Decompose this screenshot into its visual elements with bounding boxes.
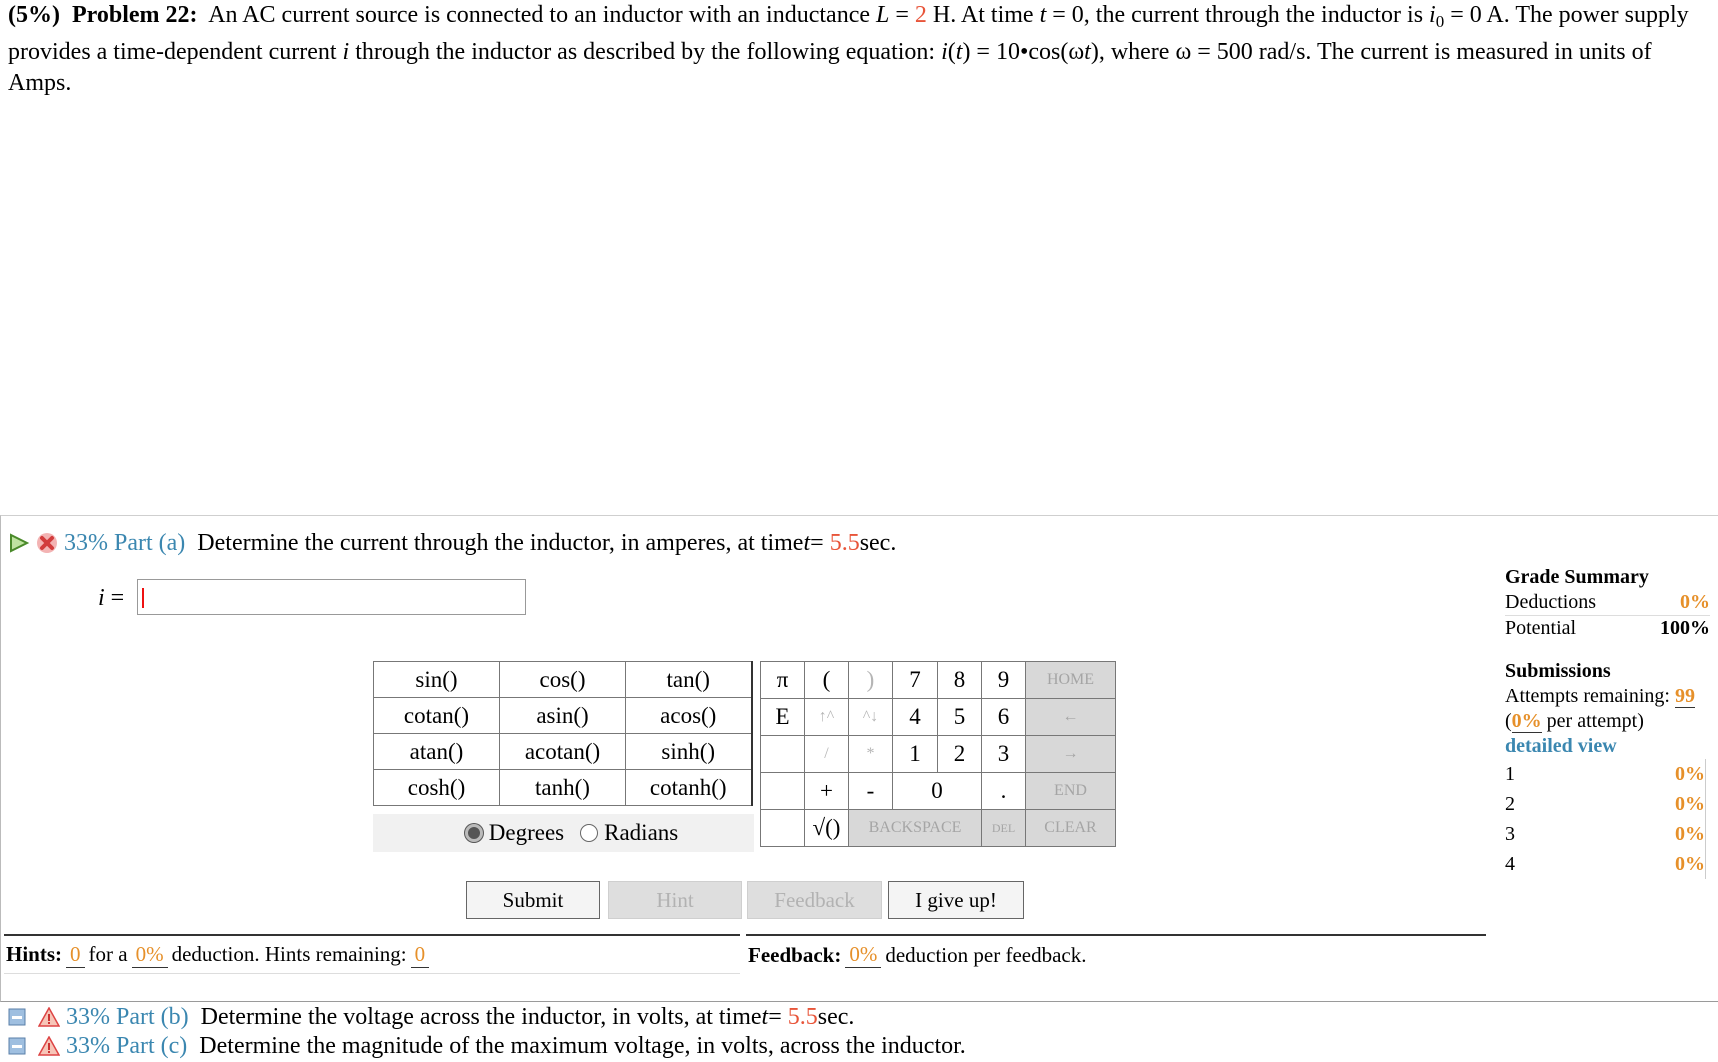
collapsed-part-icon[interactable] — [8, 1037, 26, 1055]
key-left[interactable]: ← — [1026, 699, 1116, 736]
key-atan[interactable]: atan() — [374, 734, 500, 770]
key-2[interactable]: 2 — [938, 736, 982, 773]
problem-text: = 0 A. The power supply provides a time-dependent current — [8, 2, 1689, 65]
key-end[interactable]: END — [1026, 773, 1116, 810]
key-star[interactable]: * — [849, 736, 893, 773]
key-asin[interactable]: asin() — [500, 698, 626, 734]
attempt-value: 0% — [1675, 852, 1705, 875]
deductions-value: 0% — [1680, 591, 1710, 613]
part-b-question: Determine the voltage across the inductor, in volts, at time — [200, 1003, 762, 1030]
collapsed-part-icon[interactable] — [8, 1008, 26, 1026]
key-6[interactable]: 6 — [982, 699, 1026, 736]
grade-summary — [1505, 565, 1710, 879]
key-sin[interactable]: sin() — [374, 662, 500, 698]
key-tanh[interactable]: tanh() — [500, 770, 626, 806]
problem-text: ) = 10•cos(ω — [962, 39, 1085, 65]
submit-button[interactable]: Submit — [466, 881, 600, 919]
hints-label: Hints: — [6, 942, 63, 966]
key-1[interactable]: 1 — [893, 736, 938, 773]
attempt-number: 1 — [1505, 762, 1515, 785]
attempts-list — [1505, 759, 1706, 879]
radians-radio[interactable] — [580, 824, 598, 842]
part-c-label[interactable] — [66, 1033, 187, 1060]
give-up-button[interactable]: I give up! — [888, 881, 1024, 919]
problem-weight: (5%) — [8, 2, 60, 28]
radians-label: Radians — [604, 820, 679, 845]
key-home[interactable]: HOME — [1026, 662, 1116, 699]
var-t: t — [955, 39, 963, 65]
key-del[interactable]: DEL — [982, 810, 1026, 847]
hints-info — [4, 934, 740, 974]
per-attempt-value: 0% — [1511, 710, 1542, 732]
key-tan[interactable]: tan() — [626, 662, 752, 698]
attempt-number: 2 — [1505, 792, 1515, 815]
key-acotan[interactable]: acotan() — [500, 734, 626, 770]
key-plus[interactable]: + — [805, 773, 849, 810]
var-i: i — [1429, 2, 1436, 28]
problem-text: through the inductor as described by the following equation: — [349, 39, 942, 65]
attempt-number: 3 — [1505, 822, 1515, 845]
key-backspace[interactable]: BACKSPACE — [849, 810, 982, 847]
hints-text: deduction. Hints remaining: — [171, 942, 407, 966]
attempts-label: Attempts remaining: — [1505, 685, 1670, 707]
part-c-percent: 33% — [66, 1032, 110, 1059]
key-3[interactable]: 3 — [982, 736, 1026, 773]
var-i: i — [941, 39, 948, 65]
attempt-row — [1505, 849, 1705, 879]
feedback-button[interactable]: Feedback — [747, 881, 882, 919]
part-b-eq: = — [768, 1003, 782, 1030]
part-a-label[interactable] — [64, 530, 185, 557]
part-b-label[interactable] — [66, 1004, 189, 1031]
var-i-subscript: 0 — [1435, 12, 1445, 31]
attempt-value: 0% — [1675, 822, 1705, 845]
part-a-question: Determine the current through the inductor, in amperes, at time — [197, 529, 804, 556]
degrees-label: Degrees — [488, 820, 565, 845]
key-blank — [761, 773, 805, 810]
attempt-row — [1505, 819, 1705, 849]
part-a-eq: = — [810, 529, 824, 556]
problem-text: ( — [947, 39, 956, 65]
submissions-title: Submissions — [1505, 660, 1611, 682]
key-9[interactable]: 9 — [982, 662, 1026, 699]
problem-text: ), where ω = 500 rad/s. The current is measured in units of Amps. — [8, 39, 1652, 96]
answer-input[interactable] — [137, 579, 526, 615]
key-cos[interactable]: cos() — [500, 662, 626, 698]
key-cotan[interactable]: cotan() — [374, 698, 500, 734]
key-right[interactable]: → — [1026, 736, 1116, 773]
inductance-value: 2 — [914, 2, 927, 28]
key-pi[interactable]: π — [761, 662, 805, 699]
hints-remaining: 0 — [411, 942, 430, 968]
part-a-unit: sec. — [859, 529, 897, 556]
var-t: t — [1084, 39, 1091, 65]
part-c-title — [8, 1031, 966, 1061]
key-up[interactable]: ↑^ — [805, 699, 849, 736]
part-b-title — [8, 1002, 854, 1032]
attempts-remaining — [1505, 684, 1710, 709]
key-cosh[interactable]: cosh() — [374, 770, 500, 806]
key-sinh[interactable]: sinh() — [626, 734, 752, 770]
key-slash[interactable]: / — [805, 736, 849, 773]
key-acos[interactable]: acos() — [626, 698, 752, 734]
answer-var: i — [98, 585, 105, 611]
key-rparen[interactable]: ) — [849, 662, 893, 699]
key-minus[interactable]: - — [849, 773, 893, 810]
key-lparen[interactable]: ( — [805, 662, 849, 699]
part-c-question: Determine the magnitude of the maximum voltage, in volts, across the inductor. — [199, 1032, 966, 1059]
problem-statement — [8, 0, 1708, 99]
var-t: t — [1039, 2, 1047, 28]
key-cotanh[interactable]: cotanh() — [626, 770, 752, 806]
potential-value: 100% — [1660, 617, 1710, 639]
attempt-number: 4 — [1505, 852, 1515, 875]
part-a-title — [8, 527, 896, 559]
answer-label — [98, 585, 124, 612]
incorrect-x-icon — [36, 532, 58, 554]
attempts-value: 99 — [1674, 685, 1695, 707]
grade-summary-title: Grade Summary — [1505, 566, 1649, 588]
answer-eq: = — [104, 585, 125, 611]
attempt-value: 0% — [1675, 792, 1705, 815]
key-clear[interactable]: CLEAR — [1026, 810, 1116, 847]
key-4[interactable]: 4 — [893, 699, 938, 736]
hints-count: 0 — [66, 942, 85, 968]
per-attempt — [1505, 709, 1710, 734]
hints-deduction: 0% — [132, 942, 168, 968]
var-L: L — [876, 2, 890, 28]
key-blank — [761, 810, 805, 847]
text-caret — [142, 588, 144, 608]
deductions-label: Deductions — [1505, 591, 1597, 613]
key-down[interactable]: ^↓ — [849, 699, 893, 736]
key-sqrt[interactable]: √() — [805, 810, 849, 847]
key-7[interactable]: 7 — [893, 662, 938, 699]
feedback-info — [746, 934, 1486, 974]
angle-mode-selector — [373, 814, 754, 852]
deductions-row — [1505, 590, 1710, 616]
part-b-time-value: 5.5 — [787, 1003, 818, 1030]
attempt-value: 0% — [1675, 762, 1705, 785]
hints-text: for a — [88, 942, 128, 966]
number-keypad — [760, 661, 1116, 847]
hint-button[interactable]: Hint — [608, 881, 742, 919]
function-keypad — [373, 661, 753, 806]
attempt-row — [1505, 759, 1705, 789]
feedback-deduction: 0% — [845, 942, 881, 968]
var-i: i — [342, 39, 350, 65]
key-blank — [761, 736, 805, 773]
warning-icon — [38, 1007, 60, 1027]
var-t: t — [761, 1003, 769, 1030]
problem-title: Problem 22: — [71, 2, 198, 28]
var-t: t — [803, 529, 811, 556]
part-c-name: Part (c) — [116, 1032, 188, 1059]
part-b-percent: 33% — [66, 1003, 110, 1030]
potential-row — [1505, 616, 1710, 641]
key-8[interactable]: 8 — [938, 662, 982, 699]
per-attempt-open: ( — [1505, 710, 1512, 732]
part-b-unit: sec. — [817, 1003, 855, 1030]
key-E[interactable]: E — [761, 699, 805, 736]
key-5[interactable]: 5 — [938, 699, 982, 736]
part-b-name: Part (b) — [116, 1003, 189, 1030]
expand-triangle-icon[interactable] — [8, 532, 30, 554]
degrees-radio[interactable] — [465, 824, 483, 842]
feedback-label: Feedback: — [748, 942, 842, 967]
detailed-view-link[interactable]: detailed view — [1505, 735, 1617, 757]
attempt-row — [1505, 789, 1705, 819]
part-a-name: Part (a) — [114, 529, 186, 556]
part-a-percent: 33% — [64, 529, 108, 556]
problem-text: = — [889, 2, 915, 28]
part-a-time-value: 5.5 — [829, 529, 860, 556]
key-0[interactable]: 0 — [893, 773, 982, 810]
warning-icon — [38, 1036, 60, 1056]
key-dot[interactable]: . — [982, 773, 1026, 810]
problem-text: An AC current source is connected to an inductor with an inductance — [208, 2, 876, 28]
per-attempt-text: per attempt) — [1541, 710, 1644, 732]
problem-text: H. At time — [926, 2, 1040, 28]
potential-label: Potential — [1505, 617, 1577, 639]
feedback-text: deduction per feedback. — [885, 942, 1087, 967]
problem-text: = 0, the current through the inductor is — [1046, 2, 1430, 28]
